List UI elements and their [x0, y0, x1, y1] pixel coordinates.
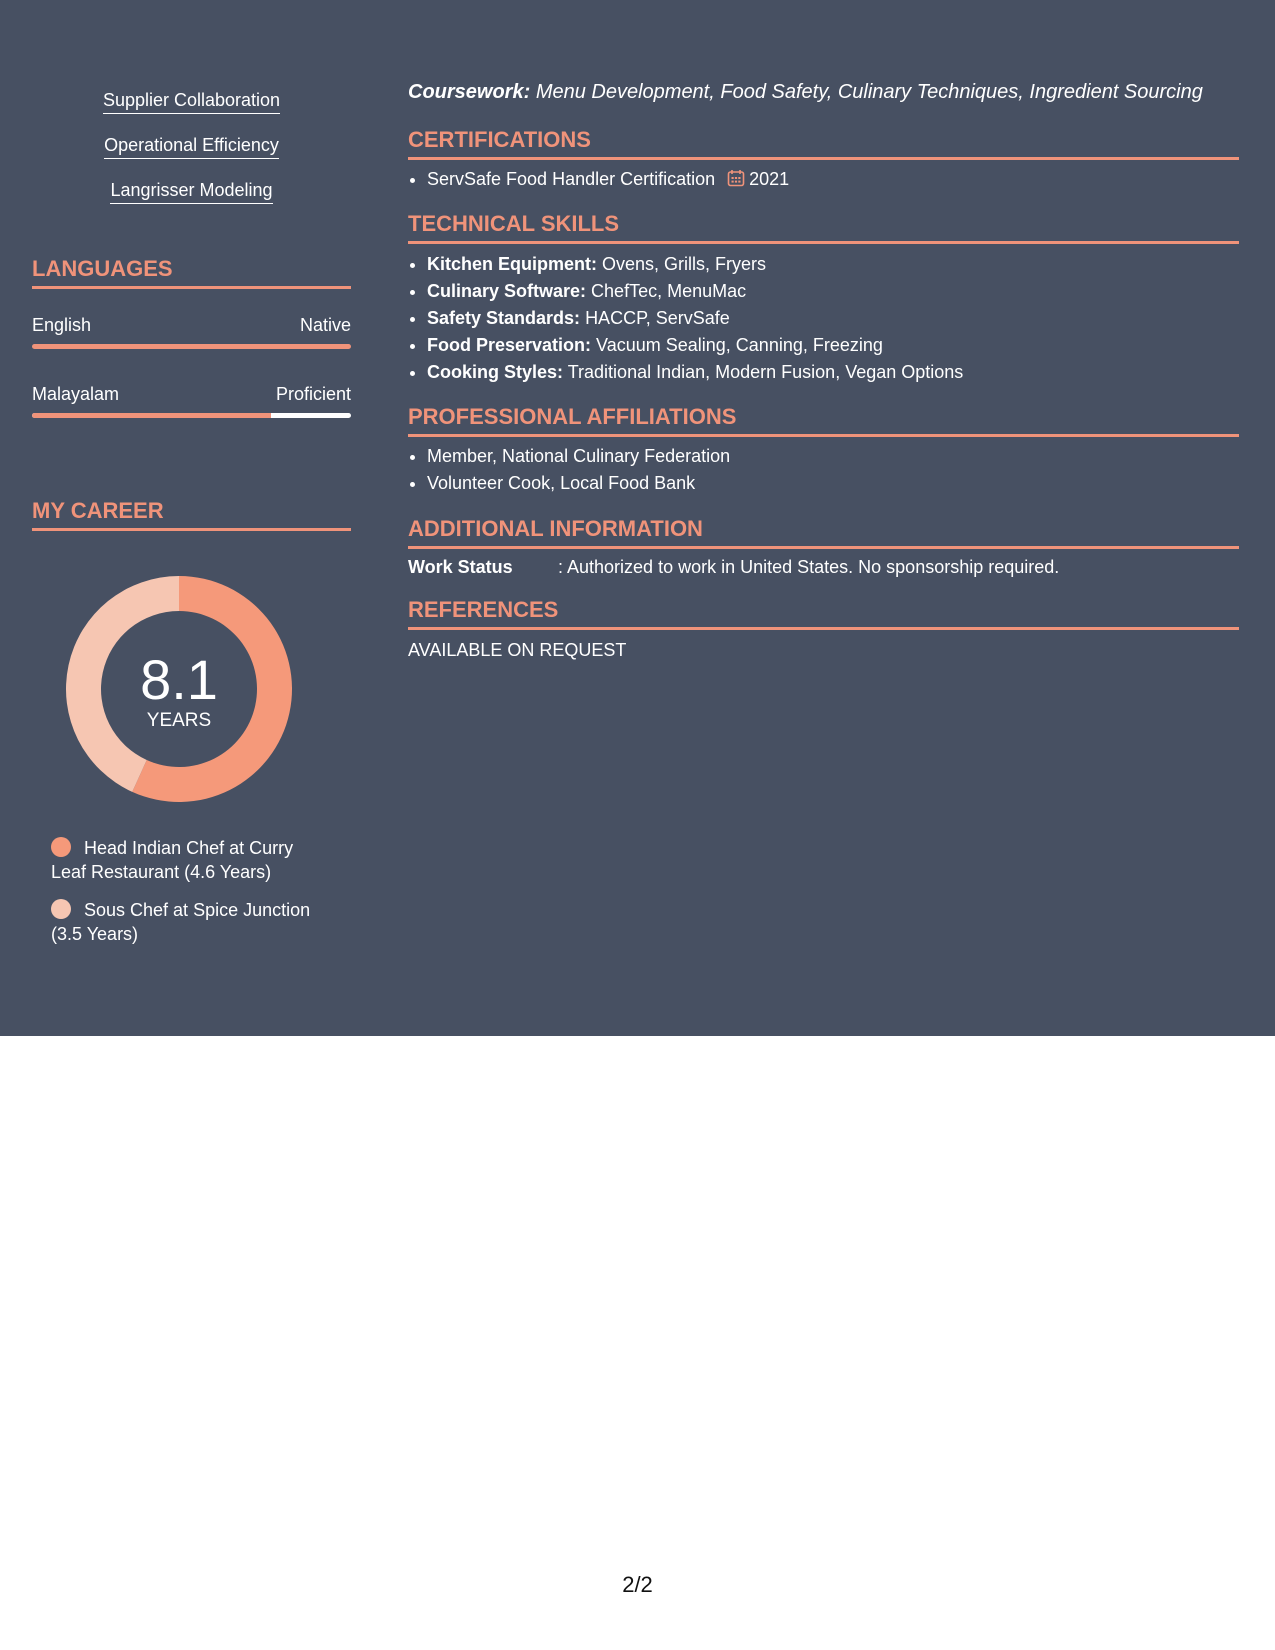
technical-skill-item — [427, 359, 1239, 386]
language-level: Native — [299, 315, 351, 335]
language-proficiency-bar — [32, 413, 351, 418]
skill-values: Traditional Indian, Modern Fusion, Vegan Options — [567, 362, 964, 382]
skill-values: Vacuum Sealing, Canning, Freezing — [596, 335, 883, 355]
language-row — [32, 383, 351, 423]
references-text: AVAILABLE ON REQUEST — [408, 640, 627, 660]
skill-values: HACCP, ServSafe — [585, 308, 730, 328]
skill-tag — [32, 89, 351, 114]
coursework-text: Menu Development, Food Safety, Culinary Techniques, Ingredient Sourcing — [535, 81, 1203, 103]
technical-skills-list — [408, 251, 1239, 386]
work-status-label: Work Status — [408, 557, 513, 577]
skill-category: Kitchen Equipment: — [427, 254, 597, 274]
technical-skills-heading: TECHNICAL SKILLS — [408, 211, 1239, 244]
career-role-label: Sous Chef at Spice Junction (3.5 Years) — [51, 900, 311, 944]
technical-skill-item — [427, 278, 1239, 305]
career-total-years: 8.1 — [140, 648, 218, 711]
career-legend-item — [51, 898, 331, 946]
legend-dot — [51, 899, 71, 919]
additional-info-heading: ADDITIONAL INFORMATION — [408, 516, 1239, 549]
certifications-heading: CERTIFICATIONS — [408, 127, 1239, 160]
affiliations-list — [408, 443, 1239, 497]
page-number: 2/2 — [622, 1572, 653, 1597]
certification-year: 2021 — [749, 169, 790, 189]
work-status-value: : Authorized to work in United States. No sponsorship required. — [558, 557, 1060, 577]
career-legend-item — [51, 836, 331, 884]
technical-skill-item — [427, 332, 1239, 359]
skill-tag-text: Langrisser Modeling — [110, 179, 272, 204]
references-heading: REFERENCES — [408, 597, 1239, 630]
skill-values: Ovens, Grills, Fryers — [602, 254, 767, 274]
affiliations-heading: PROFESSIONAL AFFILIATIONS — [408, 404, 1239, 437]
language-name: Malayalam — [32, 384, 120, 404]
skill-tag-text: Supplier Collaboration — [103, 89, 280, 114]
language-proficiency-fill — [32, 413, 271, 418]
language-proficiency-bar — [32, 344, 351, 349]
career-role-label: Head Indian Chef at Curry Leaf Restaurant (4.6 Years) — [51, 838, 294, 882]
coursework-label: Coursework: — [408, 81, 531, 103]
skill-tag-text: Operational Efficiency — [104, 134, 279, 159]
language-level: Proficient — [275, 384, 351, 404]
languages-heading: LANGUAGES — [32, 256, 351, 289]
affiliation-item: • Volunteer Cook, Local Food Bank — [427, 470, 1239, 497]
certifications-list — [408, 166, 1239, 193]
career-heading: MY CAREER — [32, 498, 351, 531]
skill-values: ChefTec, MenuMac — [591, 281, 747, 301]
language-proficiency-fill — [32, 344, 351, 349]
skill-category: Cooking Styles: — [427, 362, 564, 382]
skill-tag — [32, 134, 351, 159]
language-name: English — [32, 315, 92, 335]
technical-skill-item — [427, 305, 1239, 332]
skill-category: Culinary Software: — [427, 281, 587, 301]
certification-name: ServSafe Food Handler Certification — [427, 169, 716, 189]
coursework-line — [408, 80, 1203, 104]
skill-tag — [32, 179, 351, 204]
skill-category: Food Preservation: — [427, 335, 592, 355]
technical-skill-item — [427, 251, 1239, 278]
calendar-icon — [727, 169, 745, 187]
affiliation-item: • Member, National Culinary Federation — [427, 443, 1239, 470]
language-row — [32, 314, 351, 354]
career-total-unit: YEARS — [146, 710, 212, 731]
skill-category: Safety Standards: — [427, 308, 581, 328]
certification-item — [427, 166, 1239, 193]
legend-dot — [51, 837, 71, 857]
